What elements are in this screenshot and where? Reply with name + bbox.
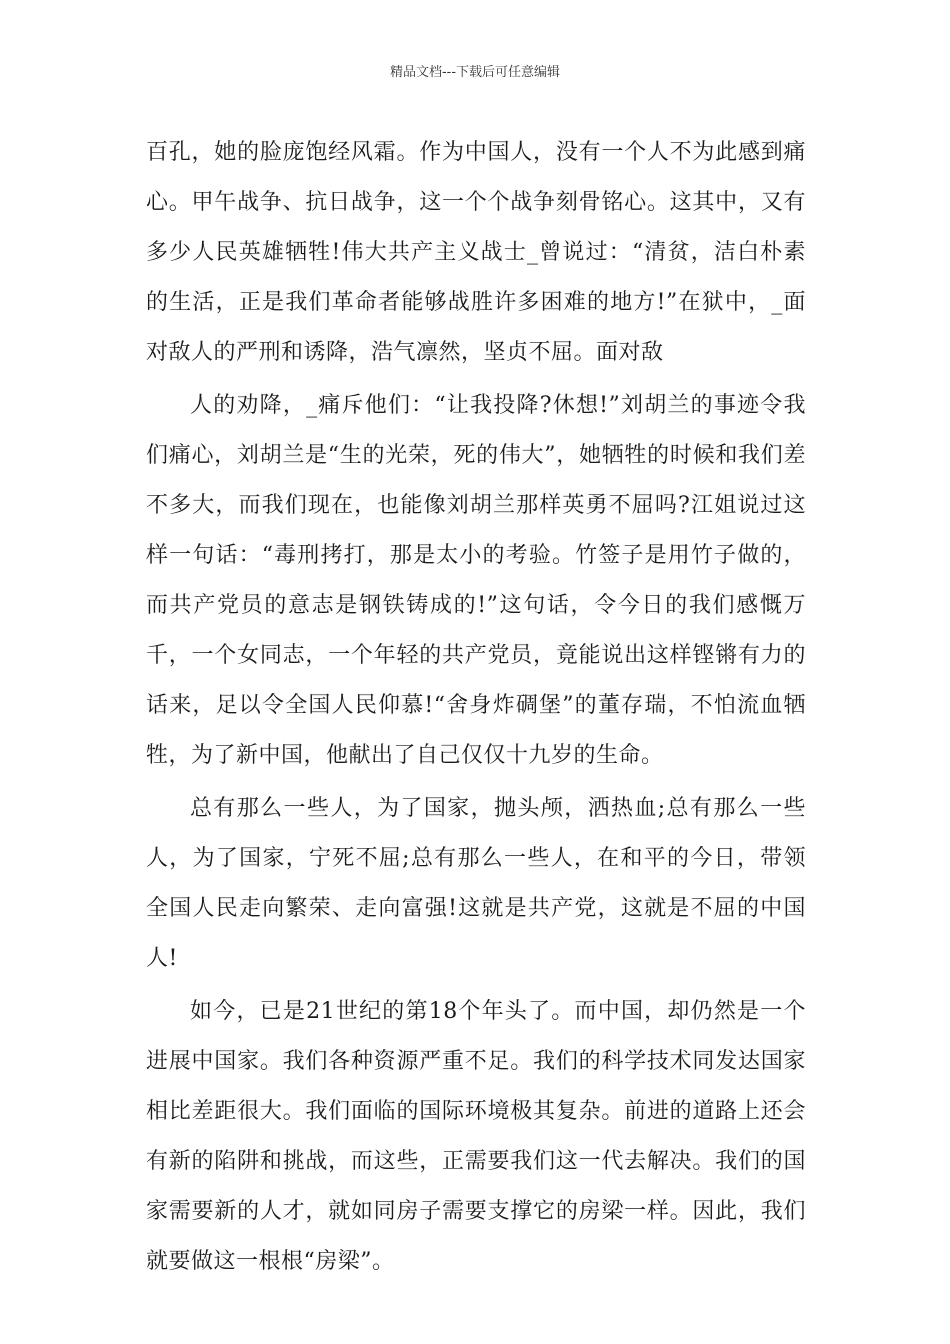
page-header: 精品文档---下载后可任意编辑: [389, 65, 561, 80]
paragraph-2: 人的劝降，_痛斥他们：“让我投降?休想!”刘胡兰的事迹令我们痛心，刘胡兰是“生的光荣，死的伟大”，她牺牲的时候和我们差不多大，而我们现在，也能像刘胡兰那样英勇不屈吗?江姐说过这样一句话：“毒刑拷打，那是太小的考验。竹签子是用竹子做的，而共产党员的意志是钢铁铸成的!”这句话，令今日的我们感慨万千，一个女同志，一个年轻的共产党员，竟能说出这样铿锵有力的话来，足以令全国人民仰慕!“舍身炸碉堡”的董存瑞，不怕流血牺牲，为了新中国，他献出了自己仅仅十九岁的生命。: [146, 393, 806, 768]
paragraph-1: 百孔，她的脸庞饱经风霜。作为中国人，没有一个人不为此感到痛心。甲午战争、抗日战争，这一个个战争刻骨铭心。这其中，又有多少人民英雄牺牲!伟大共产主义战士_曾说过：“清贫，洁白朴素的生活，正是我们革命者能够战胜许多困难的地方!”在狱中，_面对敌人的严刑和诱降，浩气凛然，坚贞不屈。面对敌: [146, 140, 806, 365]
paragraph-4: 如今，已是21世纪的第18个年头了。而中国，却仍然是一个进展中国家。我们各种资源严重不足。我们的科学技术同发达国家相比差距很大。我们面临的国际环境极其复杂。前进的道路上还会有新的陷阱和挑战，而这些，正需要我们这一代去解决。我们的国家需要新的人才，就如同房子需要支撑它的房梁一样。因此，我们就要做这一根根“房梁”。: [146, 999, 806, 1274]
paragraph-3: 总有那么一些人，为了国家，抛头颅，洒热血;总有那么一些人，为了国家，宁死不屈;总有那么一些人，在和平的今日，带领全国人民走向繁荣、走向富强!这就是共产党，这就是不屈的中国人!: [146, 796, 806, 971]
document-body: [146, 128, 806, 1290]
